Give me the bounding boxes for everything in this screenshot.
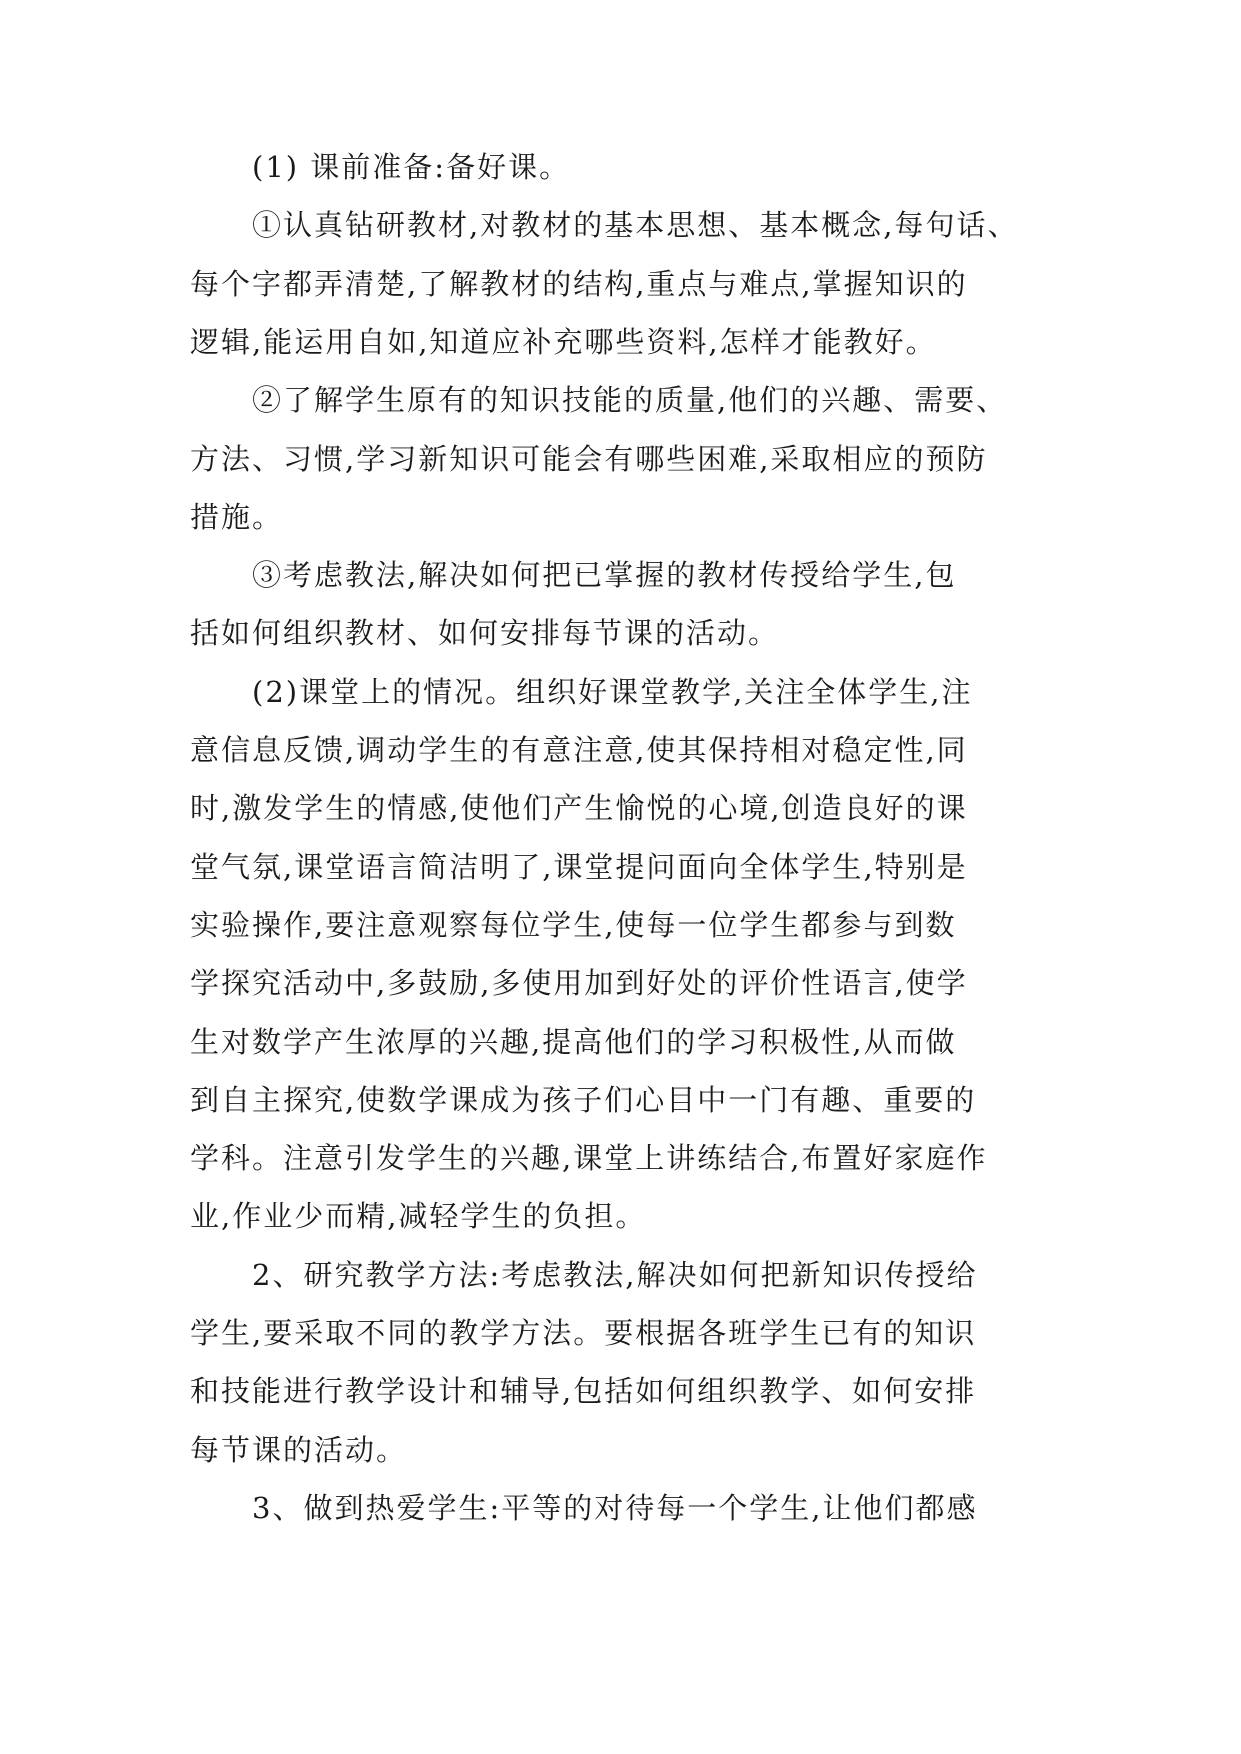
text-line: 每个字都弄清楚,了解教材的结构,重点与难点,掌握知识的	[190, 267, 968, 301]
text-line: 2、研究教学方法:考虑教法,解决如何把新知识传授给	[252, 1258, 978, 1292]
text-line: 实验操作,要注意观察每位学生,使每一位学生都参与到数	[190, 908, 957, 942]
text-line: 生对数学产生浓厚的兴趣,提高他们的学习积极性,从而做	[190, 1025, 957, 1059]
text-line: 时,激发学生的情感,使他们产生愉悦的心境,创造良好的课	[190, 791, 968, 825]
text-line: ②了解学生原有的知识技能的质量,他们的兴趣、需要、	[252, 383, 1008, 417]
text-line: 业,作业少而精,减轻学生的负担。	[190, 1199, 647, 1233]
text-line: 意信息反馈,调动学生的有意注意,使其保持相对稳定性,同	[190, 733, 968, 767]
text-line: (2)课堂上的情况。组织好课堂教学,关注全体学生,注	[252, 675, 973, 709]
text-line: 3、做到热爱学生:平等的对待每一个学生,让他们都感	[252, 1491, 978, 1525]
text-line: ③考虑教法,解决如何把已掌握的教材传授给学生,包	[252, 558, 957, 592]
text-line: 到自主探究,使数学课成为孩子们心目中一门有趣、重要的	[190, 1083, 977, 1117]
text-line: 方法、习惯,学习新知识可能会有哪些困难,采取相应的预防	[190, 442, 988, 476]
text-line: 堂气氛,课堂语言简洁明了,课堂提问面向全体学生,特别是	[190, 850, 968, 884]
text-line: 学生,要采取不同的教学方法。要根据各班学生已有的知识	[190, 1316, 977, 1350]
text-line: 括如何组织教材、如何安排每节课的活动。	[190, 616, 780, 650]
text-line: 学探究活动中,多鼓励,多使用加到好处的评价性语言,使学	[190, 966, 968, 1000]
text-line: 逻辑,能运用自如,知道应补充哪些资料,怎样才能教好。	[190, 325, 937, 359]
text-line: 和技能进行教学设计和辅导,包括如何组织教学、如何安排	[190, 1374, 977, 1408]
text-line: (1) 课前准备:备好课。	[252, 150, 571, 184]
text-line: 措施。	[190, 500, 284, 534]
text-line: 每节课的活动。	[190, 1433, 408, 1467]
text-line: 学科。注意引发学生的兴趣,课堂上讲练结合,布置好家庭作	[190, 1141, 988, 1175]
text-line: ①认真钻研教材,对教材的基本思想、基本概念,每句话、	[252, 208, 1019, 242]
